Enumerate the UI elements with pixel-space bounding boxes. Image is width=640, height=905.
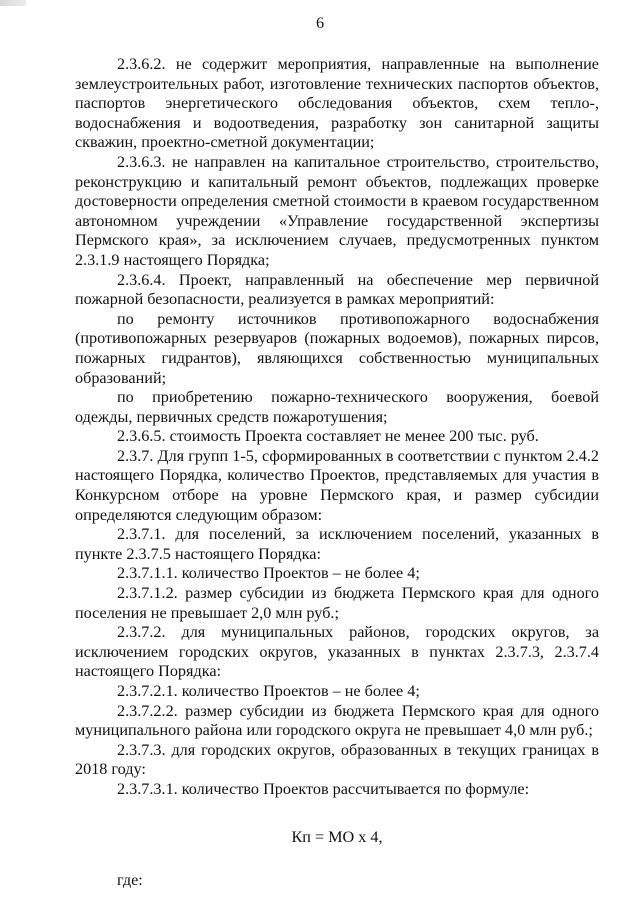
paragraph-2-3-6-2: 2.3.6.2. не содержит мероприятия, направленные на выполнение землеустроительных работ, изготовление технических паспортов объектов, паспортов энергетического обследования объектов, схем тепло-, водоснабжения и водоотведения, разработку зон санитарной защиты скважин, проектно-сметной документации; bbox=[75, 55, 599, 152]
scan-artifact bbox=[0, 0, 26, 6]
paragraph-2-3-7-1: 2.3.7.1. для поселений, за исключением поселений, указанных в пункте 2.3.7.5 настоящего Порядка: bbox=[75, 525, 599, 563]
paragraph-2-3-7-2-2: 2.3.7.2.2. размер субсидии из бюджета Пермского края для одного муниципального района или городского округа не превышает 4,0 млн руб.; bbox=[75, 701, 599, 740]
page-number: 6 bbox=[315, 14, 325, 32]
paragraph-2-3-6-4: 2.3.6.4. Проект, направленный на обеспечение мер первичной пожарной безопасности, реализуется в рамках мероприятий: bbox=[75, 270, 599, 309]
formula: Кп = МО х 4, bbox=[291, 827, 383, 846]
paragraph-2-3-7: 2.3.7. Для групп 1-5, сформированных в соответствии с пунктом 2.4.2 настоящего Порядка, количество Проектов, представляемых для участия в Конкурсном отборе на уровне Пермского края, и размер субсидии определяются следующим образом: bbox=[75, 446, 599, 524]
paragraph-fire-equipment: по приобретению пожарно-технического вооружения, боевой одежды, первичных средств пожаротушения; bbox=[75, 388, 599, 426]
paragraph-2-3-7-1-2: 2.3.7.1.2. размер субсидии из бюджета Пермского края для одного поселения не превышает 2,0 млн руб.; bbox=[75, 584, 599, 622]
paragraph-2-3-6-5: 2.3.6.5. стоимость Проекта составляет не менее 200 тыс. руб. bbox=[117, 427, 539, 446]
document-body bbox=[75, 55, 599, 891]
where-label: где: bbox=[117, 871, 143, 890]
paragraph-2-3-7-1-1: 2.3.7.1.1. количество Проектов – не более 4; bbox=[117, 564, 420, 583]
paragraph-2-3-7-3-1: 2.3.7.3.1. количество Проектов рассчитывается по формуле: bbox=[117, 779, 530, 798]
paragraph-2-3-7-2-1: 2.3.7.2.1. количество Проектов – не более 4; bbox=[117, 682, 420, 700]
paragraph-repair-water-supply: по ремонту источников противопожарного водоснабжения (противопожарных резервуаров (пожарных водоемов), пожарных пирсов, пожарных гидрантов), являющихся собственностью муниципальных образований; bbox=[75, 309, 599, 387]
paragraph-2-3-6-3: 2.3.6.3. не направлен на капитальное строительство, строительство, реконструкцию и капитальный ремонт объектов, подлежащих проверке достоверности определения сметной стоимости в краевом государственном автономном учреждении «Управление государственной экспертизы Пермского края», за исключением случаев, предусмотренных пунктом 2.3.1.9 настоящего Порядка; bbox=[75, 152, 599, 269]
paragraph-2-3-7-3: 2.3.7.3. для городских округов, образованных в текущих границах в 2018 году: bbox=[75, 740, 599, 779]
paragraph-2-3-7-2: 2.3.7.2. для муниципальных районов, городских округов, за исключением городских округов, указанных в пунктах 2.3.7.3, 2.3.7.4 настоящего Порядка: bbox=[75, 623, 599, 681]
